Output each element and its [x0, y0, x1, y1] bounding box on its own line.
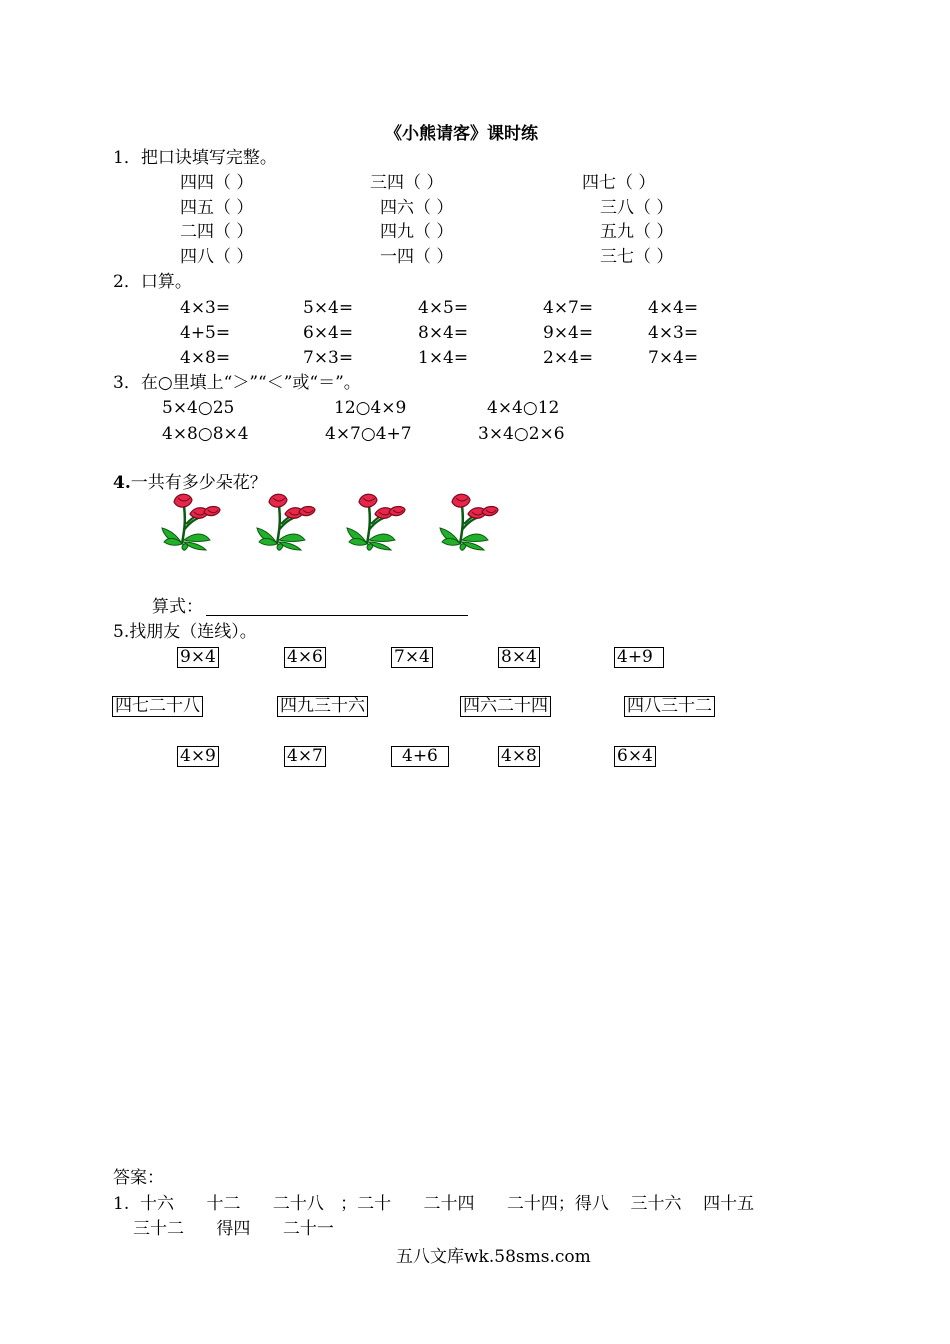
q2-cell: 1×4=: [418, 348, 469, 368]
q4-number: 4.: [113, 473, 131, 493]
match-box-rhyme[interactable]: 四九三十六: [277, 696, 368, 717]
q1-cell: 三七（ ）: [600, 247, 674, 267]
match-box-top[interactable]: 4×6: [284, 647, 326, 668]
q4-text: 一共有多少朵花？: [130, 473, 267, 493]
answer-line-2: 三十二 得四 二十一: [133, 1219, 334, 1239]
q1-cell: 四六（ ）: [380, 198, 454, 218]
q1-cell: 三八（ ）: [600, 198, 674, 218]
q5-heading: 5.找朋友（连线）。: [113, 622, 257, 642]
q1-cell: 四四（ ）: [180, 173, 254, 193]
q2-heading: 2．口算。: [113, 272, 192, 292]
match-box-bottom[interactable]: 4×7: [284, 746, 326, 767]
q2-cell: 4×3=: [180, 298, 231, 318]
match-box-rhyme[interactable]: 四七二十八: [112, 696, 203, 717]
q3-cell: 12○4×9: [334, 398, 407, 418]
match-box-rhyme[interactable]: 四六二十四: [460, 696, 551, 717]
q1-cell: 二四（ ）: [180, 222, 254, 242]
match-box-top[interactable]: 7×4: [391, 647, 433, 668]
q2-cell: 9×4=: [543, 323, 594, 343]
match-box-bottom[interactable]: 4×8: [498, 746, 540, 767]
match-box-top[interactable]: 9×4: [177, 647, 219, 668]
formula-answer-line[interactable]: [206, 614, 468, 616]
match-box-rhyme[interactable]: 四八三十二: [624, 696, 715, 717]
formula-label: 算式：: [152, 597, 203, 617]
q2-cell: 4×3=: [648, 323, 699, 343]
flower-icon: [160, 492, 222, 554]
flower-icon: [255, 492, 317, 554]
q2-cell: 5×4=: [303, 298, 354, 318]
q2-cell: 4×7=: [543, 298, 594, 318]
answer-label: 答案：: [113, 1168, 164, 1188]
q1-cell: 四九（ ）: [380, 222, 454, 242]
match-box-top[interactable]: 4+9: [614, 647, 664, 668]
q3-cell: 4×4○12: [487, 398, 560, 418]
q3-cell: 5×4○25: [162, 398, 235, 418]
q2-cell: 4×5=: [418, 298, 469, 318]
q2-cell: 4+5=: [180, 323, 231, 343]
match-box-bottom[interactable]: 6×4: [614, 746, 656, 767]
q1-cell: 一四（ ）: [380, 247, 454, 267]
q1-cell: 三四（ ）: [370, 173, 444, 193]
q3-cell: 4×7○4+7: [325, 424, 412, 444]
q1-cell: 五九（ ）: [600, 222, 674, 242]
flower-icon: [345, 492, 407, 554]
q3-cell: 4×8○8×4: [162, 424, 249, 444]
flower-icon: [438, 492, 500, 554]
match-box-top[interactable]: 8×4: [498, 647, 540, 668]
q1-cell: 四七（ ）: [582, 173, 656, 193]
q3-heading: 3．在○里填上“＞”“＜”或“＝”。: [113, 373, 361, 393]
q2-cell: 7×4=: [648, 348, 699, 368]
match-box-bottom[interactable]: 4×9: [177, 746, 219, 767]
q1-cell: 四五（ ）: [180, 198, 254, 218]
q2-cell: 6×4=: [303, 323, 354, 343]
q1-heading: 1．把口诀填写完整。: [113, 148, 277, 168]
answer-line-1: 1. 十六 十二 二十八 ；二十 二十四 二十四；得八 三十六 四十五: [113, 1194, 755, 1214]
q4-heading: [113, 473, 267, 493]
footer-watermark: 五八文库wk.58sms.com: [396, 1247, 591, 1267]
q1-cell: 四八（ ）: [180, 247, 254, 267]
q2-cell: 8×4=: [418, 323, 469, 343]
page-title: 《小熊请客》课时练: [385, 124, 538, 144]
q2-cell: 4×4=: [648, 298, 699, 318]
q2-cell: 7×3=: [303, 348, 354, 368]
q3-cell: 3×4○2×6: [478, 424, 565, 444]
q2-cell: 2×4=: [543, 348, 594, 368]
q2-cell: 4×8=: [180, 348, 231, 368]
match-box-bottom[interactable]: 4+6: [391, 746, 449, 767]
